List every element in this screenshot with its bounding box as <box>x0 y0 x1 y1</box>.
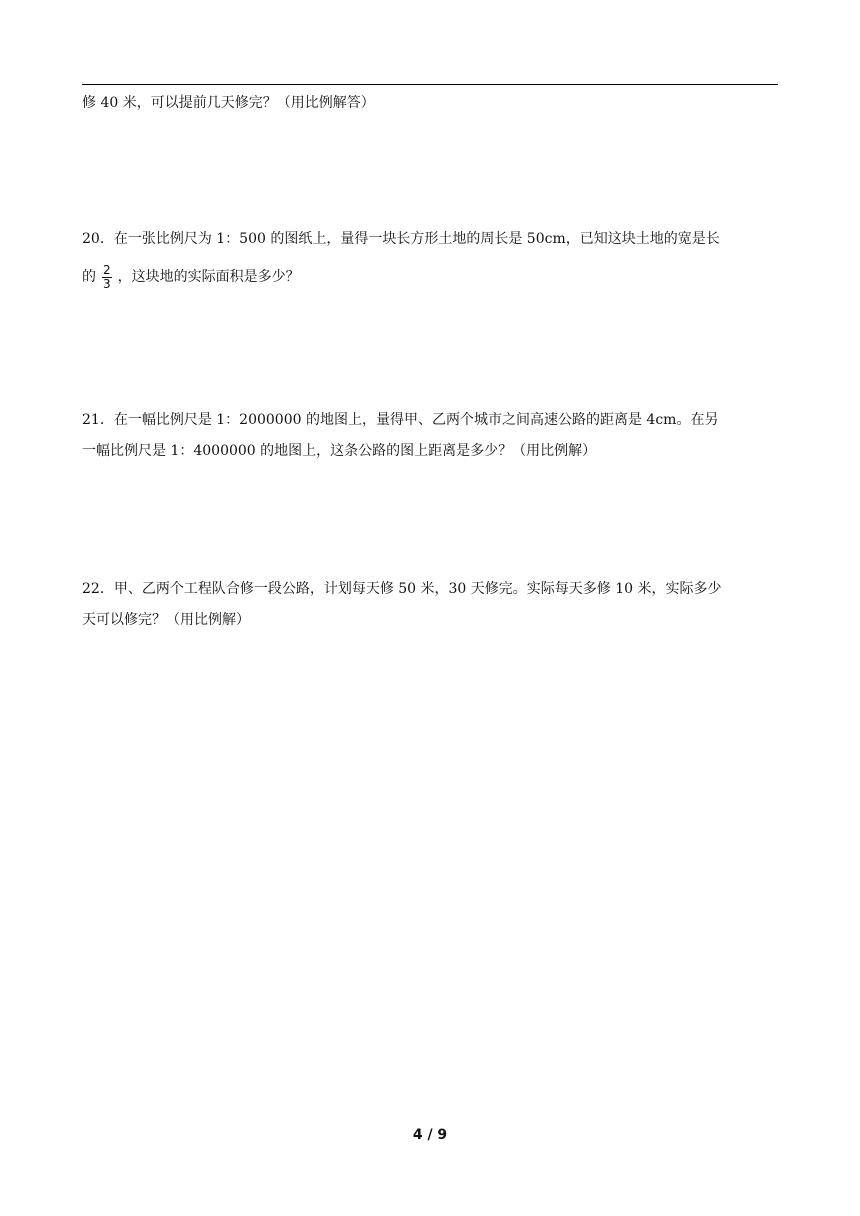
header-rule <box>82 84 778 85</box>
fraction-numerator: 2 <box>103 262 111 277</box>
question-21-line-2: 一幅比例尺是 1：4000000 的地图上，这条公路的图上距离是多少？（用比例解） <box>82 443 597 459</box>
question-20-line-1: 20．在一张比例尺为 1：500 的图纸上，量得一块长方形土地的周长是 50cm，已知这块土地的宽是长 <box>82 231 720 247</box>
fraction-denominator: 3 <box>103 276 111 291</box>
question-22-line-2: 天可以修完？（用比例解） <box>82 612 250 628</box>
question-20-suffix: ，这块地的实际面积是多少？ <box>117 269 300 285</box>
question-19-continuation: 修 40 米，可以提前几天修完？（用比例解答） <box>82 95 375 111</box>
question-21-line-1: 21．在一幅比例尺是 1：2000000 的地图上，量得甲、乙两个城市之间高速公路的距离是 4cm。在另 <box>82 412 719 428</box>
fraction-two-thirds <box>102 264 112 291</box>
question-20-line-2 <box>82 262 300 292</box>
question-22-line-1: 22．甲、乙两个工程队合修一段公路，计划每天修 50 米，30 天修完。实际每天多修 10 米，实际多少 <box>82 581 722 597</box>
page-number: 4 / 9 <box>412 1127 448 1143</box>
question-20-prefix: 的 <box>82 269 96 285</box>
